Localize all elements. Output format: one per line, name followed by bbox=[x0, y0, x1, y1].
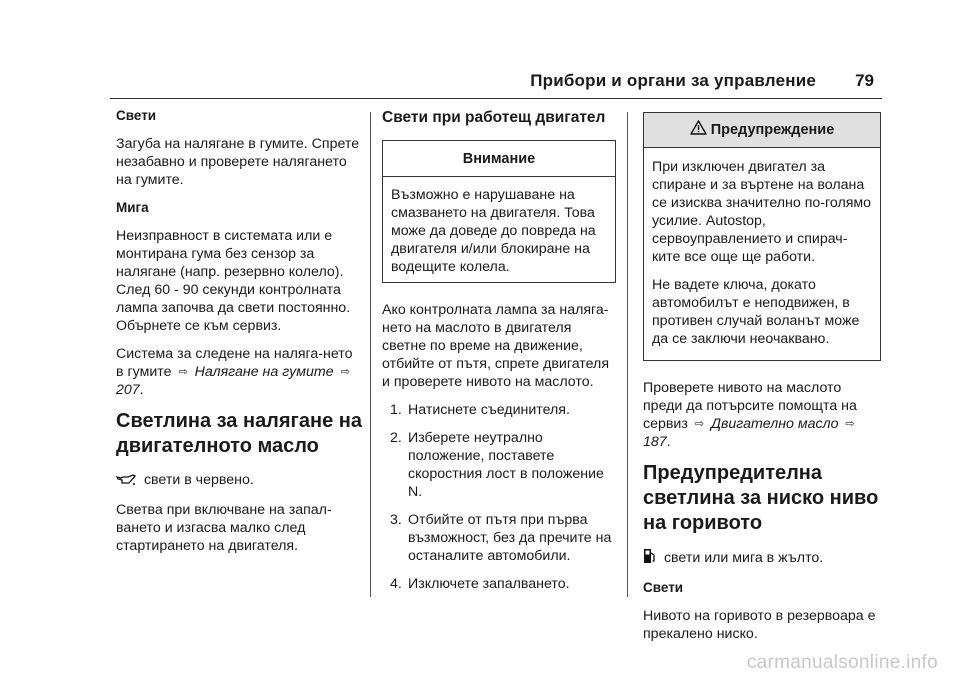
column-3 bbox=[643, 104, 881, 653]
paragraph-text: Система за следене на наляга-нето в гумите bbox=[116, 346, 353, 380]
subheading: Свети bbox=[116, 108, 157, 123]
notice-title: Внимание bbox=[383, 141, 615, 177]
step-number: 3. bbox=[390, 512, 402, 528]
paragraph-with-reference: Система за следене на наляга-нето в гумите ⇨ Налягане на гумите ⇨ 207. bbox=[116, 346, 353, 398]
reference-link[interactable]: Двигателно масло bbox=[710, 416, 839, 432]
reference-arrow-icon: ⇨ bbox=[845, 418, 855, 430]
reference-page[interactable]: 207 bbox=[116, 382, 140, 398]
warning-paragraph: Не вадете ключа, докато автомобилът е неподвижен, в противен случай воланът може да се заключи неочаквано. bbox=[652, 277, 860, 347]
paragraph: Ако контролната лампа за наляга-нето на маслото в двигателя светне по време на движение, отбийте от пътя, спрете двигателя и проверете нивото на маслото. bbox=[382, 302, 610, 390]
subheading: Свети bbox=[643, 580, 684, 595]
reference-arrow-icon: ⇨ bbox=[694, 418, 705, 430]
page-header bbox=[110, 72, 882, 99]
section-heading: Предупредителна светлина за ниско ниво на горивото bbox=[643, 462, 879, 534]
column-divider bbox=[627, 112, 628, 597]
page-number: 79 bbox=[855, 71, 874, 90]
warning-paragraph: При изключен двигател за спиране и за въртене на волана се изисква значително по-голямо усилие. Autostop, сервоуправлението и спирач-ките все още ще работи. bbox=[652, 159, 872, 265]
section-heading: Свети при работещ двигател bbox=[382, 109, 606, 126]
step-text: Натиснете съединителя. bbox=[408, 402, 570, 418]
subheading: Мига bbox=[116, 200, 149, 215]
column-divider bbox=[370, 112, 371, 597]
paragraph-text: Проверете нивото на маслото преди да потърсите помощта на сервиз bbox=[643, 380, 857, 432]
reference-page[interactable]: 187 bbox=[643, 434, 667, 450]
warning-title bbox=[644, 113, 880, 148]
icon-text: свети или мига в жълто. bbox=[663, 550, 824, 566]
warning-title-text: Предупреждение bbox=[710, 122, 835, 138]
fuel-pump-icon bbox=[643, 548, 656, 569]
step-number: 2. bbox=[390, 430, 402, 446]
paragraph: Нивото на горивото в резервоара е прекалено ниско. bbox=[643, 608, 876, 642]
notice-box bbox=[382, 140, 616, 283]
watermark: carmanualsonline.info bbox=[746, 652, 938, 673]
warning-triangle-icon bbox=[690, 120, 707, 140]
steps-list bbox=[382, 401, 616, 593]
icon-paragraph bbox=[116, 471, 362, 491]
paragraph: Загуба на налягане в гумите. Спрете незабавно и проверете налягането на гумите. bbox=[116, 136, 360, 188]
column-2 bbox=[382, 104, 616, 603]
paragraph: Светва при включване на запал-ването и изгасва малко след стартирането на двигателя. bbox=[116, 502, 332, 554]
reference-link[interactable]: Налягане на гумите bbox=[194, 364, 334, 380]
warning-box bbox=[643, 112, 881, 361]
notice-body: Възможно е нарушаване на смазването на двигателя. Това може да доведе до повреда на двигателя и/или блокиране на водещите колела. bbox=[391, 187, 596, 275]
reference-arrow-icon: ⇨ bbox=[178, 366, 188, 378]
list-item bbox=[382, 401, 616, 419]
oil-can-icon bbox=[116, 473, 136, 491]
icon-text: свети в червено. bbox=[143, 472, 254, 488]
warning-body bbox=[644, 148, 880, 360]
list-item bbox=[382, 575, 616, 593]
paragraph-with-reference: Проверете нивото на маслото преди да потърсите помощта на сервиз ⇨ Двигателно масло ⇨ 187. bbox=[643, 380, 857, 450]
step-text: Изключете запалването. bbox=[408, 576, 570, 592]
step-number: 1. bbox=[390, 402, 402, 418]
list-item bbox=[382, 511, 616, 565]
step-text: Изберете неутрално положение, поставете скоростния лост в положение N. bbox=[408, 430, 604, 500]
reference-arrow-icon: ⇨ bbox=[340, 366, 350, 378]
section-heading: Светлина за налягане на двигателното масло bbox=[116, 410, 362, 457]
column-1 bbox=[116, 104, 362, 565]
step-text: Отбийте от пътя при първа възможност, без да пречите на останалите автомобили. bbox=[408, 512, 612, 564]
header-title: Прибори и органи за управление bbox=[530, 71, 816, 90]
paragraph: Неизправност в системата или е монтирана гума без сензор за налягане (напр. резервно колело). След 60 - 90 секунди контролната лампа започва да свети постоянно. Обърнете се към сервиз. bbox=[116, 228, 351, 334]
list-item bbox=[382, 429, 616, 501]
step-number: 4. bbox=[390, 576, 402, 592]
icon-paragraph bbox=[643, 548, 881, 569]
